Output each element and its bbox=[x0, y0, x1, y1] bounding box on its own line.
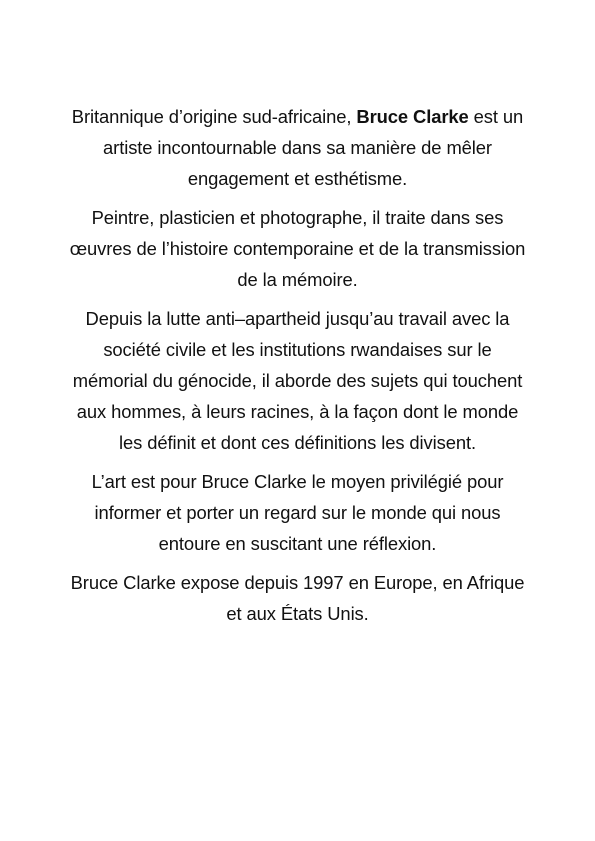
paragraph-art-purpose: L’art est pour Bruce Clarke le moyen privilégié pour informer et porter un regard sur le monde qui nous entoure en suscitant une réflexion. bbox=[91, 471, 504, 554]
biography-text bbox=[66, 101, 529, 629]
paragraph-intro bbox=[66, 101, 529, 194]
paragraph-themes: Depuis la lutte anti–apartheid jusqu’au travail avec la société civile et les institutions rwandaises sur le mémorial du génocide, il aborde des sujets qui touchent aux hommes, à leurs racines, à la façon dont le monde les définit et dont ces définitions les divisent. bbox=[72, 308, 523, 453]
paragraph-exhibitions: Bruce Clarke expose depuis 1997 en Europe, en Afrique et aux États Unis. bbox=[70, 572, 525, 624]
intro-text-after: est un artiste incontournable dans sa manière de mêler engagement et esthétisme. bbox=[103, 106, 524, 189]
intro-text-before: Britannique d’origine sud-africaine, bbox=[71, 106, 357, 127]
paragraph-practice: Peintre, plasticien et photographe, il traite dans ses œuvres de l’histoire contemporaine et de la transmission de la mémoire. bbox=[69, 207, 526, 290]
artist-name-bold: Bruce Clarke bbox=[356, 106, 469, 127]
